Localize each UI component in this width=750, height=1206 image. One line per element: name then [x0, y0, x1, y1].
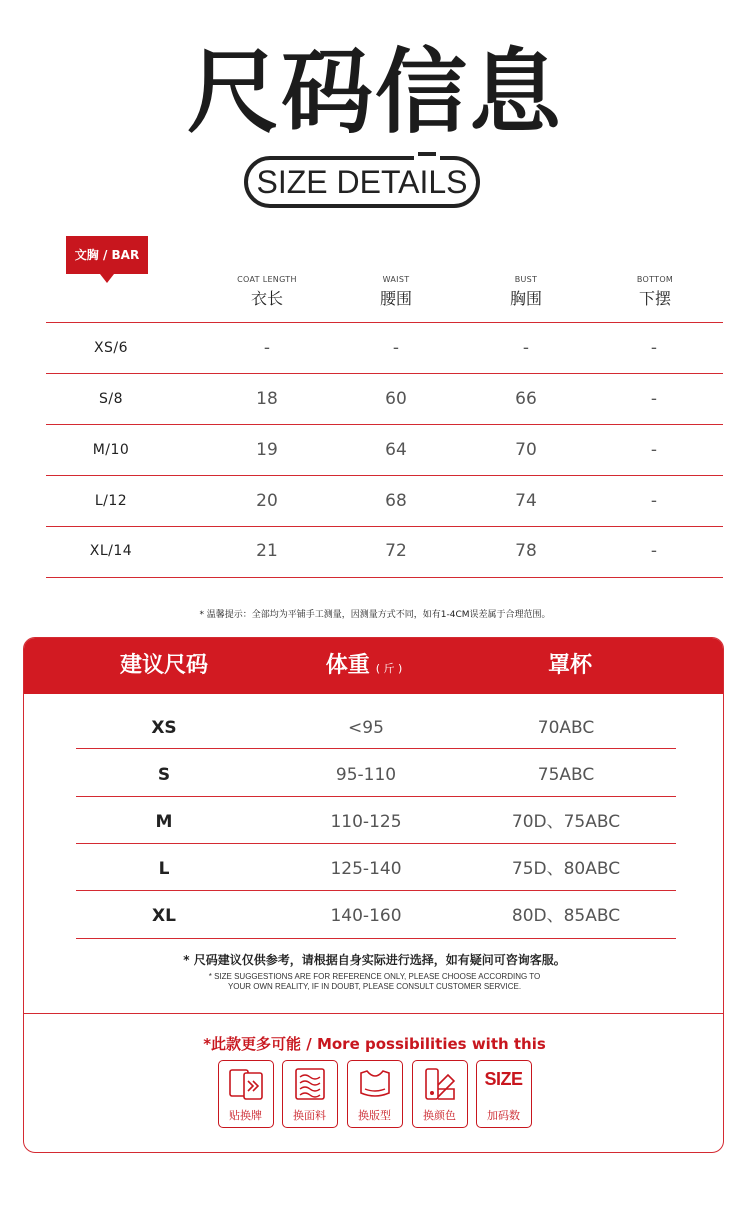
size-label: L/12 — [94, 493, 128, 509]
weight-value: 140-160 — [330, 906, 402, 926]
size-label: M — [155, 812, 173, 832]
waist-value: 60 — [385, 389, 407, 409]
table-row — [46, 476, 723, 527]
subtitle-badge-tick — [418, 152, 436, 156]
bottom-value: - — [650, 389, 658, 409]
size-label: XL — [152, 906, 176, 926]
table-row — [46, 425, 723, 476]
category-tag: 文胸 / BAR — [66, 236, 148, 274]
column-header-bust — [461, 274, 591, 312]
table-row — [46, 323, 723, 374]
table-row — [76, 752, 676, 799]
column-header-coat-length — [202, 274, 332, 312]
feature-swap-tag — [218, 1060, 274, 1128]
size-label: XS — [151, 718, 177, 738]
bust-value: 70 — [515, 440, 537, 460]
waist-value: 72 — [385, 541, 407, 561]
weight-value: 125-140 — [330, 859, 402, 879]
table-divider — [76, 843, 676, 844]
color-swatch-icon — [420, 1067, 460, 1101]
column-header-en: BUST — [514, 275, 538, 284]
cup-value: 75ABC — [537, 765, 595, 785]
table-row — [76, 893, 676, 940]
cup-value: 80D、85ABC — [511, 906, 621, 926]
table-divider — [76, 890, 676, 891]
weight-value: <95 — [348, 718, 384, 738]
column-header-cn: 衣长 — [250, 289, 283, 308]
column-header-cn: 腰围 — [379, 289, 412, 308]
feature-label: 贴换牌 — [229, 1109, 262, 1122]
page-title: 尺码信息 — [186, 39, 563, 146]
more-possibilities-title: *此款更多可能 / More possibilities with this — [203, 1035, 546, 1053]
feature-fabric — [282, 1060, 338, 1128]
column-header-waist — [331, 274, 461, 312]
coat-length-value: 19 — [256, 440, 278, 460]
column-header-en: BOTTOM — [636, 275, 674, 284]
bottom-value: - — [650, 541, 658, 561]
bust-value: 78 — [515, 541, 537, 561]
bust-value: 74 — [515, 491, 537, 511]
waist-value: 64 — [385, 440, 407, 460]
header-weight — [264, 638, 464, 694]
column-header-bottom — [590, 274, 720, 312]
size-text-icon: SIZE — [484, 1069, 523, 1089]
column-header-en: WAIST — [382, 275, 410, 284]
header-cup: 罩杯 — [547, 653, 592, 678]
feature-extra-size — [476, 1060, 532, 1128]
coat-length-value: 18 — [256, 389, 278, 409]
size-label: XS/6 — [93, 340, 129, 356]
feature-label: 换面料 — [293, 1109, 326, 1122]
recommendation-note-en — [164, 972, 585, 992]
bottom-value: - — [650, 491, 658, 511]
cup-value: 70ABC — [537, 718, 595, 738]
table-divider — [76, 938, 676, 939]
feature-label: 换颜色 — [423, 1109, 456, 1122]
size-recommendation-box — [23, 637, 724, 1153]
bra-shape-icon — [355, 1067, 395, 1101]
feature-color — [412, 1060, 468, 1128]
recommendation-note-en-line-2: YOUR OWN REALITY, IF IN DOUBT, PLEASE CONSULT CUSTOMER SERVICE. — [227, 982, 522, 991]
table-divider — [76, 748, 676, 749]
swap-tag-icon — [226, 1067, 266, 1101]
size-label: M/10 — [92, 442, 130, 458]
feature-bra-shape — [347, 1060, 403, 1128]
coat-length-value: 21 — [256, 541, 278, 561]
measurement-note: * 温馨提示：全部均为平铺手工测量，因测量方式不同，如有1-4CM误差属于合理范围。 — [199, 610, 551, 620]
header-weight-unit: ( 斤 ) — [375, 662, 403, 675]
header-recommended-size: 建议尺码 — [119, 653, 208, 678]
feature-label: 加码数 — [487, 1109, 520, 1122]
table-row — [76, 846, 676, 893]
bust-value: - — [522, 338, 530, 358]
weight-value: 110-125 — [330, 812, 402, 832]
bottom-value: - — [650, 338, 658, 358]
weight-value: 95-110 — [335, 765, 397, 785]
header-weight-label: 体重 — [325, 653, 370, 678]
recommendation-header — [24, 638, 724, 694]
table-row — [46, 374, 723, 425]
waist-value: - — [392, 338, 400, 358]
table-divider — [46, 577, 723, 578]
size-label: L — [158, 859, 170, 879]
waist-value: 68 — [385, 491, 407, 511]
coat-length-value: - — [263, 338, 271, 358]
page-subtitle-badge: SIZE DETAILS — [244, 156, 480, 208]
column-header-cn: 下摆 — [638, 289, 671, 308]
bust-value: 66 — [515, 389, 537, 409]
table-row — [46, 526, 723, 577]
table-row — [76, 705, 676, 752]
recommendation-note-en-line-1: * SIZE SUGGESTIONS ARE FOR REFERENCE ONLY, PLEASE CHOOSE ACCORDING TO — [208, 972, 541, 981]
size-label: XL/14 — [89, 543, 133, 559]
fabric-icon — [290, 1067, 330, 1101]
recommendation-note-cn: * 尺码建议仅供参考，请根据自身实际进行选择，如有疑问可咨询客服。 — [183, 953, 566, 967]
category-tag-pointer — [100, 274, 114, 283]
bottom-value: - — [650, 440, 658, 460]
table-divider — [76, 796, 676, 797]
cup-value: 70D、75ABC — [511, 812, 621, 832]
section-divider — [24, 1013, 724, 1014]
column-header-cn: 胸围 — [509, 289, 542, 308]
feature-label: 换版型 — [358, 1109, 391, 1122]
size-label: S — [157, 765, 171, 785]
table-row — [76, 799, 676, 846]
cup-value: 75D、80ABC — [511, 859, 621, 879]
column-header-en: COAT LENGTH — [237, 275, 297, 284]
size-label: S/8 — [98, 391, 123, 407]
coat-length-value: 20 — [256, 491, 278, 511]
